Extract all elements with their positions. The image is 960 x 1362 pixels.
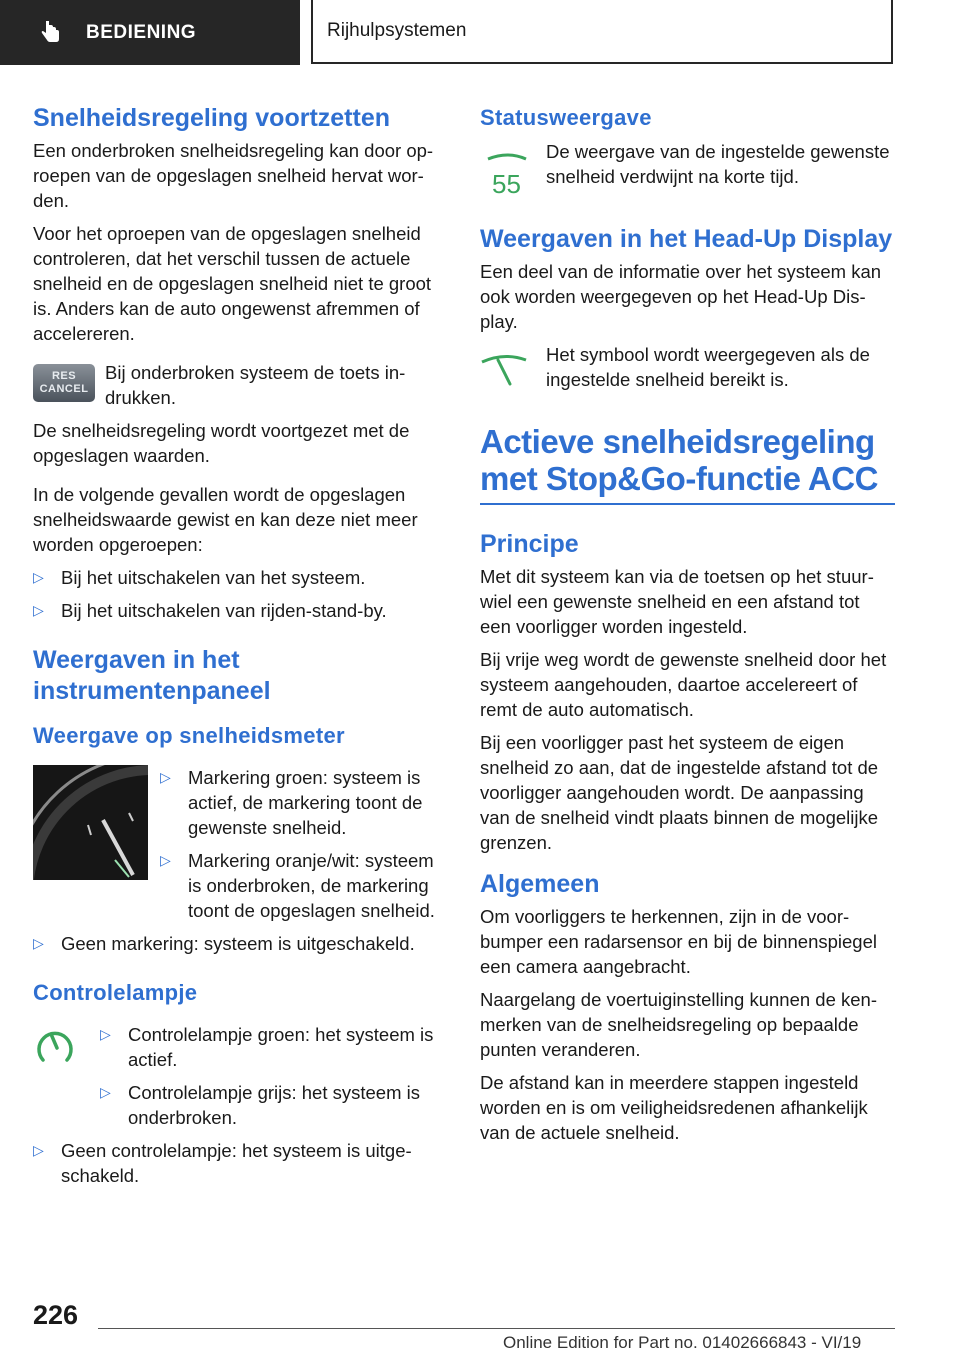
triangle-bullet-icon: ▷ [33, 1142, 44, 1158]
hud-speed-reached-icon [480, 348, 530, 388]
paragraph: Het symbool wordt weergegeven als de ingestelde snelheid bereikt is. [546, 344, 870, 390]
chapter-tab-label: BEDIENING [86, 21, 197, 43]
paragraph: Voor het oproepen van de opgeslagen snelheid controleren, dat het verschil tussen de actuele snelheid en de opgeslagen snelheid niet te groot is. Anders kan de auto ongewenst afremmen of accelereren. [33, 223, 432, 344]
paragraph: Bij onderbroken systeem de toets indrukken. [105, 362, 406, 408]
triangle-bullet-icon: ▷ [33, 935, 44, 951]
cruise-control-lamp-icon [33, 1024, 77, 1068]
paragraph: Met dit systeem kan via de toetsen op het stuurwiel een gewenste snelheid en een afstand tot een voorligger worden ingesteld. [480, 566, 874, 637]
heading-resume: Snelheidsregeling voortzetten [33, 104, 391, 132]
list-item: ▷ Controlelampje groen: het systeem is actief. [100, 1024, 434, 1070]
triangle-bullet-icon: ▷ [100, 1026, 111, 1042]
svg-text:55: 55 [492, 169, 521, 197]
section-title: Rijhulpsystemen [327, 20, 467, 41]
right-column [480, 103, 895, 1145]
footer-rule [98, 1328, 895, 1329]
list-item: ▷ Geen controlelampje: het systeem is uitgeschakeld. [33, 1140, 412, 1186]
heading-speedometer: Weergave op snelheidsmeter [33, 723, 345, 748]
triangle-bullet-icon: ▷ [33, 569, 44, 585]
heading-indicator-lamp: Controlelampje [33, 980, 198, 1005]
paragraph: In de volgende gevallen wordt de opgeslagen snelheidswaarde gewist en kan deze niet meer worden opgeroepen: [33, 484, 418, 555]
heading-status: Statusweergave [480, 105, 652, 130]
page-number: 226 [33, 1300, 79, 1330]
list-item: ▷ Markering oranje/wit: systeem is onderbroken, de markering toont de opgeslagen snelheid. [160, 850, 435, 921]
list-item: ▷ Bij het uitschakelen van rijden-stand-by. [33, 600, 387, 621]
hand-pointer-icon [40, 21, 62, 45]
list-item: ▷ Controlelampje grijs: het systeem is onderbroken. [100, 1082, 420, 1128]
heading-displays: Weergaven in het instrumentenpaneel [33, 646, 271, 705]
list-item: ▷ Markering groen: systeem is actief, de markering toont de gewenste snelheid. [160, 767, 423, 838]
heading-principle: Principe [480, 530, 579, 558]
set-speed-status-icon [480, 153, 536, 197]
triangle-bullet-icon: ▷ [100, 1084, 111, 1100]
hud-row [480, 342, 895, 393]
list-item: ▷ Bij het uitschakelen van het systeem. [33, 567, 366, 588]
heading-hud: Weergaven in het Head-Up Display [480, 225, 893, 253]
paragraph: Om voorliggers te herkennen, zijn in de voorbumper een radarsensor en bij de binnenspiegel een camera aangebracht. [480, 906, 877, 977]
left-column [33, 103, 448, 1188]
speedometer-image [33, 765, 148, 880]
heading-acc: Actieve snelheidsregeling met Stop&Go-functie ACC [480, 423, 878, 497]
paragraph: Naargelang de voertuiginstelling kunnen de kenmerken van de snelheidsregeling op bepaalde punten veranderen. [480, 989, 878, 1060]
paragraph: Een onderbroken snelheidsregeling kan door oproepen van de opgeslagen snelheid hervat worden. [33, 140, 434, 211]
speedo-row [33, 765, 448, 923]
res-button-row [33, 360, 448, 410]
paragraph: De snelheidsregeling wordt voortgezet met de opgeslagen waarden. [33, 420, 410, 466]
paragraph: De afstand kan in meerdere stappen ingesteld worden en is om veiligheidsredenen afhankelijk van de actuele snelheid. [480, 1072, 868, 1143]
list-item: ▷ Geen markering: systeem is uitgeschakeld. [33, 933, 415, 954]
paragraph: Bij een voorligger past het systeem de eigen snelheid zo aan, dat de ingestelde afstand tot de voorligger aangehouden wordt. De aanpassing van de snelheid vindt plaats binnen de mogelijke grenzen. [480, 732, 879, 853]
section-title-box [311, 0, 893, 64]
paragraph: Een deel van de informatie over het systeem kan ook worden weergegeven op het Head-Up Display. [480, 261, 882, 332]
triangle-bullet-icon: ▷ [160, 769, 171, 785]
paragraph: Bij vrije weg wordt de gewenste snelheid door het systeem aangehouden, daartoe accelereert of remt de auto automatisch. [480, 649, 887, 720]
paragraph: De weergave van de ingestelde gewenste snelheid verdwijnt na korte tijd. [546, 141, 890, 187]
triangle-bullet-icon: ▷ [33, 602, 44, 618]
triangle-bullet-icon: ▷ [160, 852, 171, 868]
chapter-tab[interactable] [0, 0, 300, 65]
lamp-row [33, 1022, 448, 1130]
heading-general: Algemeen [480, 870, 600, 898]
res-cancel-button-icon: RES CANCEL [33, 364, 95, 402]
status-row [480, 139, 895, 202]
edition-note: Online Edition for Part no. 01402666843 - VI/19 [503, 1333, 862, 1352]
